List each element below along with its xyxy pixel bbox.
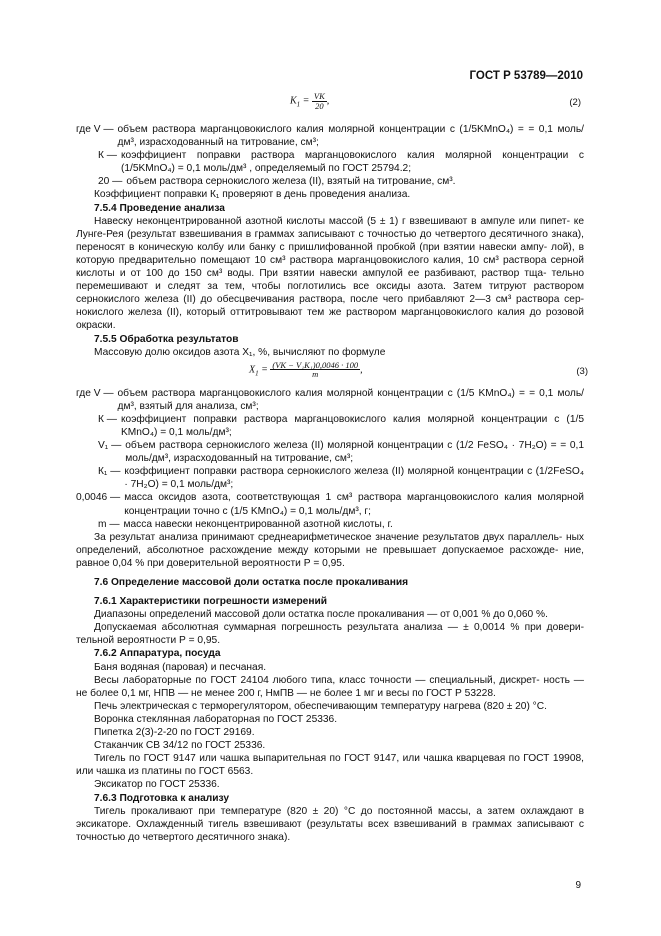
equipment-item: Стаканчик СВ 34/12 по ГОСТ 25336. bbox=[94, 740, 266, 752]
equipment-list bbox=[76, 661, 584, 792]
section-heading-7-5-5: 7.5.5 Обработка результатов bbox=[94, 333, 239, 345]
formula-3-lhs: X bbox=[249, 363, 256, 375]
equipment-item: Тигель по ГОСТ 9147 или чашка выпарительная по ГОСТ 9147, или чашка кварцевая по ГОСТ 19908, или чашка из платины по ГОСТ 6563. bbox=[76, 753, 584, 778]
where-item-label: К — bbox=[98, 150, 117, 162]
section-heading-7-6-1: 7.6.1 Характеристики погрешности измерений bbox=[94, 596, 328, 608]
where-item-text: коэффициент поправки раствора марганцовокислого калия молярной концентрации с (1/5 KMnO₄) = 0,1 моль/дм³; bbox=[120, 413, 584, 438]
where-item-label: где V — bbox=[76, 387, 114, 399]
formula-2 bbox=[290, 92, 329, 110]
equipment-item: Пипетка 2(3)-2-20 по ГОСТ 29169. bbox=[94, 727, 255, 739]
document-body bbox=[76, 123, 588, 844]
formula-2-numerator: VK bbox=[313, 91, 325, 101]
where-item-text: масса оксидов азота, соответствующая 1 см³ раствора марганцовокислого калия молярной концентрации точно с (1/5 KMnO₄) = 0,1 моль/дм³, г; bbox=[124, 492, 584, 517]
equipment-item: Баня водяная (паровая) и песчаная. bbox=[94, 661, 267, 673]
where-item bbox=[76, 413, 584, 439]
where-list-3 bbox=[76, 387, 584, 531]
where-item bbox=[76, 149, 584, 175]
formula-2-fraction bbox=[312, 92, 327, 110]
where-item-label: m — bbox=[98, 518, 120, 530]
where-item-label: 0,0046 — bbox=[76, 492, 121, 504]
formula-3-fraction bbox=[270, 361, 360, 379]
where-item bbox=[76, 123, 584, 149]
page-number: 9 bbox=[575, 880, 581, 891]
where-list-2 bbox=[76, 123, 584, 188]
paragraph-coef: Коэффициент поправки К₁ проверяют в день проведения анализа. bbox=[94, 189, 411, 201]
where-item-text: коэффициент поправки раствора сернокислого железа (II) молярной концентрации с (1/2FeSO₄ · 7H₂O) = 0,1 моль/дм³; bbox=[124, 466, 584, 491]
where-item-text: объем раствора марганцовокислого калия молярной концентрации с (1/5 KMnO₄) = = 0,1 моль/дм³, взятый для анализа, см³; bbox=[117, 387, 584, 412]
where-item bbox=[76, 518, 584, 531]
where-item-label: К — bbox=[98, 413, 117, 425]
section-heading-7-6-3: 7.6.3 Подготовка к анализу bbox=[94, 792, 230, 804]
where-item-label: V₁ — bbox=[98, 440, 122, 452]
formula-2-lhs-sub: 1 bbox=[296, 100, 301, 109]
document-header: ГОСТ Р 53789—2010 bbox=[469, 70, 583, 82]
formula-2-eq: = bbox=[300, 95, 312, 107]
where-item-text: объем раствора сернокислого железа (II), взятый на титрование, см³. bbox=[126, 176, 456, 188]
where-item-label: К₁ — bbox=[98, 466, 121, 478]
section-heading-7-6-2: 7.6.2 Аппаратура, посуда bbox=[94, 648, 221, 660]
section-heading-7-5-4: 7.5.4 Проведение анализа bbox=[94, 202, 225, 214]
paragraph-7-6-1-a: Диапазоны определений массовой доли остатка после прокаливания — от 0,001 % до 0,060 %. bbox=[94, 609, 548, 621]
equipment-item: Воронка стеклянная лабораторная по ГОСТ 25336. bbox=[94, 713, 338, 725]
formula-2-number: (2) bbox=[569, 97, 581, 108]
formula-3-eq: = bbox=[258, 363, 271, 375]
where-item bbox=[76, 439, 584, 465]
equipment-item: Эксикатор по ГОСТ 25336. bbox=[94, 779, 220, 791]
formula-3-tail: , bbox=[360, 363, 363, 375]
formula-3-number: (3) bbox=[576, 365, 588, 377]
where-item-text: масса навески неконцентрированной азотной кислоты, г. bbox=[123, 518, 393, 530]
where-item-label: 20 — bbox=[98, 176, 123, 188]
section-heading-7-6: 7.6 Определение массовой доли остатка после прокаливания bbox=[94, 577, 409, 588]
paragraph-7-6-3: Тигель прокаливают при температуре (820 ± 20) °С до постоянной массы, а затем охлаждают в эксикаторе. Охлажденный тигель взвешивают (результаты всех взвешиваний в граммах записывают с точностью до четвертого десятичного знака). bbox=[76, 805, 584, 843]
equipment-item: Печь электрическая с терморегулятором, обеспечивающим температуру нагрева (820 ± 20) °С. bbox=[94, 700, 547, 712]
where-item-text: коэффициент поправки раствора марганцовокислого калия молярной концентрации с (1/5KMnO₄) = 0,1 моль/дм³ , определяемый по ГОСТ 25794.2; bbox=[120, 150, 584, 175]
formula-2-denominator: 20 bbox=[315, 100, 324, 111]
where-item bbox=[76, 175, 584, 188]
paragraph-7-6-1-b: Допускаемая абсолютная суммарная погрешность результата анализа — ± 0,0014 % при довери- тельной вероятности Р = 0,95. bbox=[76, 622, 584, 647]
formula-3 bbox=[249, 361, 363, 379]
where-item bbox=[76, 491, 584, 517]
where-item-label: где V — bbox=[76, 124, 114, 135]
formula-3-lhs-sub: 1 bbox=[255, 368, 259, 377]
formula-3-row bbox=[76, 359, 588, 387]
where-item bbox=[76, 387, 584, 413]
formula-3-denominator: m bbox=[312, 369, 319, 380]
formula-2-tail: , bbox=[326, 95, 330, 107]
paragraph-7-5-5: Массовую долю оксидов азота X₁, %, вычисляют по формуле bbox=[94, 346, 386, 358]
paragraph-result: За результат анализа принимают среднеарифметическое значение результатов двух параллель- ных определений, абсолютное расхождение между которыми не превышает допускаемое расхожде- ние, равное 0,04 % при доверительной вероятности Р = 0,95. bbox=[76, 531, 584, 569]
where-item-text: объем раствора марганцовокислого калия молярной концентрации с (1/5KMnO₄) = = 0,1 моль/дм³, израсходованный на титрование, см³; bbox=[117, 124, 584, 149]
formula-2-lhs: K bbox=[290, 95, 297, 107]
paragraph-7-5-4: Навеску неконцентрированной азотной кислоты массой (5 ± 1) г взвешивают в ампуле или пипет- ке Лунге-Рея (результат взвешивания в граммах записывают с точностью до четвертого десятичного знака), переносят в коническую колбу или банку с пришлифованной пробкой (при взятии навески ампу- лой), в которую предварительно помещают 10 см³ раствора марганцовокислого калия, 10 см³ раствора серной кислоты и от 100 до 150 см³ воды. При взятии навески ампулой ее разбивают, раствор тща- тельно перемешивают и следят за тем, чтобы поглотились все оксиды азота. Затем титруют раствором сернокислого железа (II) до обесцвечивания раствора, после чего прибавляют 2—3 см³ раствора сер- нокислого железа (II), который оттитровывают тем же раствором марганцовокислого калия до розовой окраски. bbox=[76, 215, 584, 332]
where-item-text: объем раствора сернокислого железа (II) молярной концентрации с (1/2 FeSO₄ · 7H₂O) = = 0,1 моль/дм³, израсходованный на титрование, см³; bbox=[125, 440, 584, 465]
formula-3-numerator: (VK − V₁K₁)0,0046 · 100 bbox=[272, 359, 359, 370]
where-item bbox=[76, 465, 584, 491]
equipment-item: Весы лабораторные по ГОСТ 24104 любого типа, класс точности — специальный, дискрет- ность — не более 0,1 мг, НПВ — не менее 200 г, НмПВ — не более 1 мг и весы по ГОСТ Р 53228. bbox=[76, 674, 584, 699]
